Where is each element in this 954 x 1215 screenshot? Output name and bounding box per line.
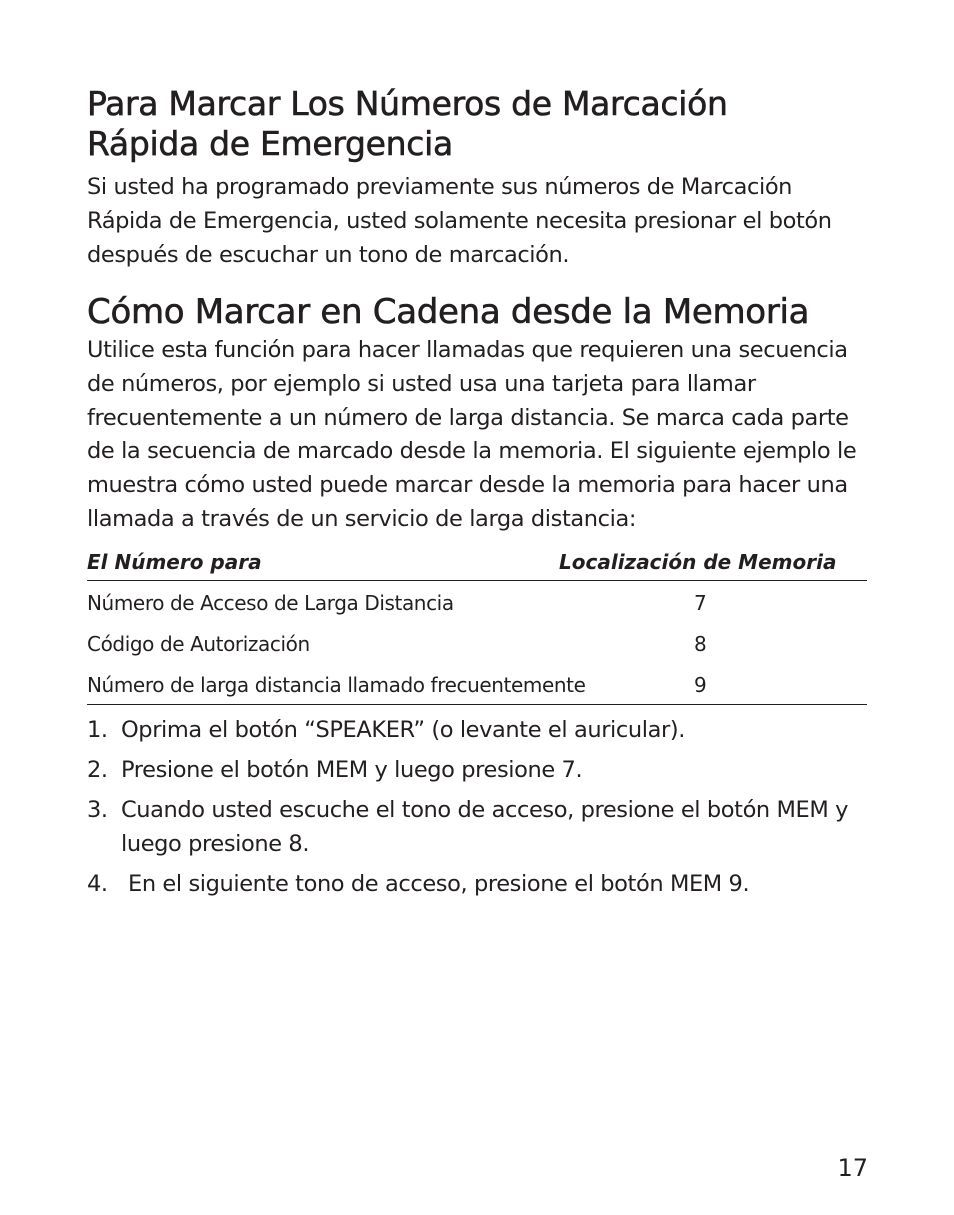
table-header	[87, 546, 867, 581]
table-cell-description: Número de larga distancia llamado frecuentemente	[87, 672, 586, 697]
step-number: 3.	[87, 796, 108, 823]
steps-list	[87, 713, 867, 901]
page-content	[87, 84, 867, 907]
table-cell-location: 8	[694, 631, 707, 656]
step-number: 4.	[87, 870, 108, 897]
section-body-chain-dial: Utilice esta función para hacer llamadas que requieren una secuencia de números, por ejemplo si usted usa una tarjeta para llamar frecuentemente a un número de larga distancia. Se marca cada parte de la secuencia de marcado desde la memoria. El siguiente ejemplo le muestra cómo usted puede marcar desde la memoria para hacer una llamada a través de un servicio de larga distancia:	[87, 337, 857, 532]
step-number: 2.	[87, 756, 108, 783]
list-item	[87, 753, 867, 787]
section-body-emergency: Si usted ha programado previamente sus números de Marcación Rápida de Emergencia, usted solamente necesita presionar el botón después de escuchar un tono de marcación.	[87, 174, 832, 268]
table-row	[87, 622, 867, 663]
table-row	[87, 581, 867, 622]
step-text: Cuando usted escuche el tono de acceso, presione el botón MEM y luego presione 8.	[121, 796, 849, 857]
list-item	[87, 713, 867, 747]
table-row	[87, 663, 867, 705]
section-title-line2: Rápida de Emergencia	[87, 124, 453, 163]
table-header-location: Localización de Memoria	[559, 549, 837, 574]
table-cell-description: Código de Autorización	[87, 631, 310, 656]
step-text: Presione el botón MEM y luego presione 7.	[121, 756, 583, 783]
list-item	[87, 867, 867, 901]
step-text: Oprima el botón “SPEAKER” (o levante el auricular).	[121, 716, 685, 743]
step-number: 1.	[87, 716, 108, 743]
section-title-emergency	[87, 84, 867, 164]
table-header-number: El Número para	[87, 549, 262, 574]
section-title-chain-dial: Cómo Marcar en Cadena desde la Memoria	[87, 292, 810, 332]
table-cell-description: Número de Acceso de Larga Distancia	[87, 590, 454, 615]
section-title-line1: Para Marcar Los Números de Marcación	[87, 84, 728, 123]
memory-location-table	[87, 546, 867, 705]
table-cell-location: 9	[694, 672, 707, 697]
step-text: En el siguiente tono de acceso, presione el botón MEM 9.	[128, 870, 750, 897]
page-number: 17	[837, 1154, 868, 1182]
table-cell-location: 7	[694, 590, 707, 615]
list-item	[87, 793, 867, 861]
